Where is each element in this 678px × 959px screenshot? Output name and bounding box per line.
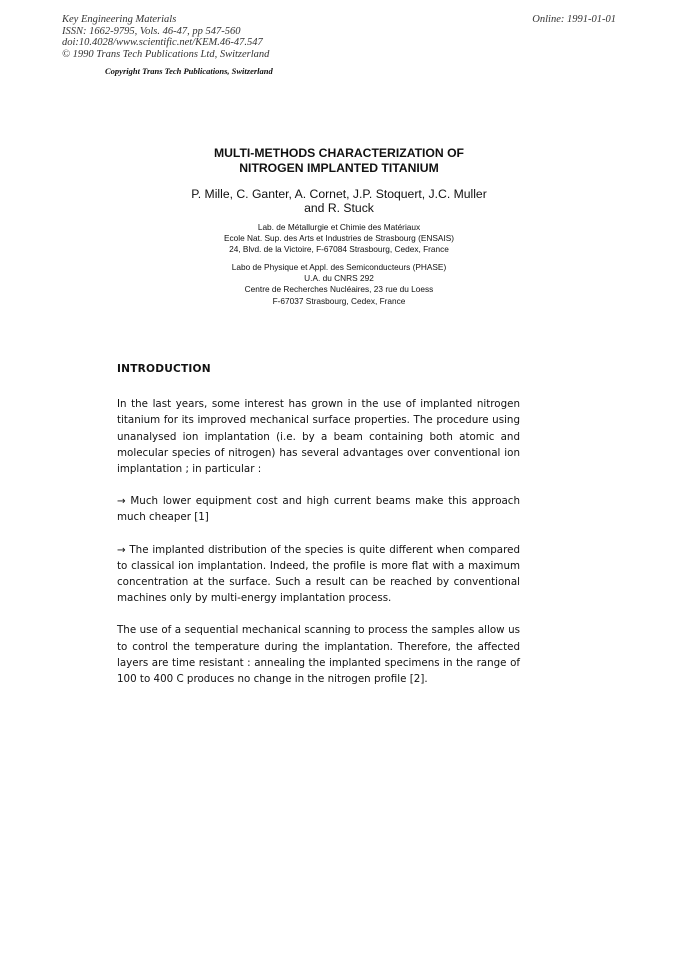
affiliation-ensais <box>0 222 678 256</box>
author-line: P. Mille, C. Ganter, A. Cornet, J.P. Stoquert, J.C. Muller <box>191 187 487 202</box>
affiliation-line: 24, Blvd. de la Victoire, F-67084 Strasbourg, Cedex, France <box>229 244 449 255</box>
body-paragraph: In the last years, some interest has grown in the use of implanted nitrogen titanium for its improved mechanical surface properties. The procedure using unanalysed ion implantation (i.e. by a beam containing both atomic and molecular species of nitrogen) has several advantages over conventional ion implantation ; in particular : <box>117 398 520 476</box>
section-heading: INTRODUCTION <box>117 363 211 375</box>
journal-doi: doi:10.4028/www.scientific.net/KEM.46-47.547 <box>62 37 263 49</box>
affiliation-line: F-67037 Strasbourg, Cedex, France <box>272 295 406 306</box>
title-block <box>0 146 678 307</box>
affiliation-line: Labo de Physique et Appl. des Semiconducteurs (PHASE) <box>231 261 447 272</box>
affiliation-line: Lab. de Métallurgie et Chimie des Matériaux <box>257 221 421 232</box>
introduction-section <box>117 361 520 687</box>
paper-title <box>0 146 678 175</box>
title-line: MULTI-METHODS CHARACTERIZATION OF <box>213 146 465 160</box>
body-paragraph: The use of a sequential mechanical scanning to process the samples allow us to control the temperature during the implantation. Therefore, the affected layers are time resistant : annealing the implanted specimens in the range of 100 to 400 C produces no change in the nitrogen profile [2]. <box>117 624 520 686</box>
affiliation-phase <box>0 262 678 307</box>
journal-name: Key Engineering Materials <box>62 14 177 25</box>
body-paragraph: → The implanted distribution of the species is quite different when compared to classical ion implantation. Indeed, the profile is more flat with a maximum concentration at the surface. Such a result can be reached by conventional machines only by multi-energy implantation process. <box>117 543 520 605</box>
journal-issn: ISSN: 1662-9795, Vols. 46-47, pp 547-560 <box>62 25 241 37</box>
affiliation-line: Ecole Nat. Sup. des Arts et Industries de Strasbourg (ENSAIS) <box>223 233 455 244</box>
journal-publisher: © 1990 Trans Tech Publications Ltd, Switzerland <box>62 48 270 60</box>
copyright-notice: Copyright Trans Tech Publications, Switzerland <box>105 66 273 76</box>
author-list <box>0 188 678 216</box>
body-paragraph: → Much lower equipment cost and high current beams make this approach much cheaper [1] <box>117 495 520 524</box>
journal-header <box>62 14 269 60</box>
online-date: Online: 1991-01-01 <box>532 14 616 25</box>
author-line: and R. Stuck <box>304 200 374 215</box>
affiliation-line: Centre de Recherches Nucléaires, 23 rue du Loess <box>244 284 434 295</box>
affiliation-line: U.A. du CNRS 292 <box>304 272 374 283</box>
title-line: NITROGEN IMPLANTED TITANIUM <box>239 160 439 175</box>
